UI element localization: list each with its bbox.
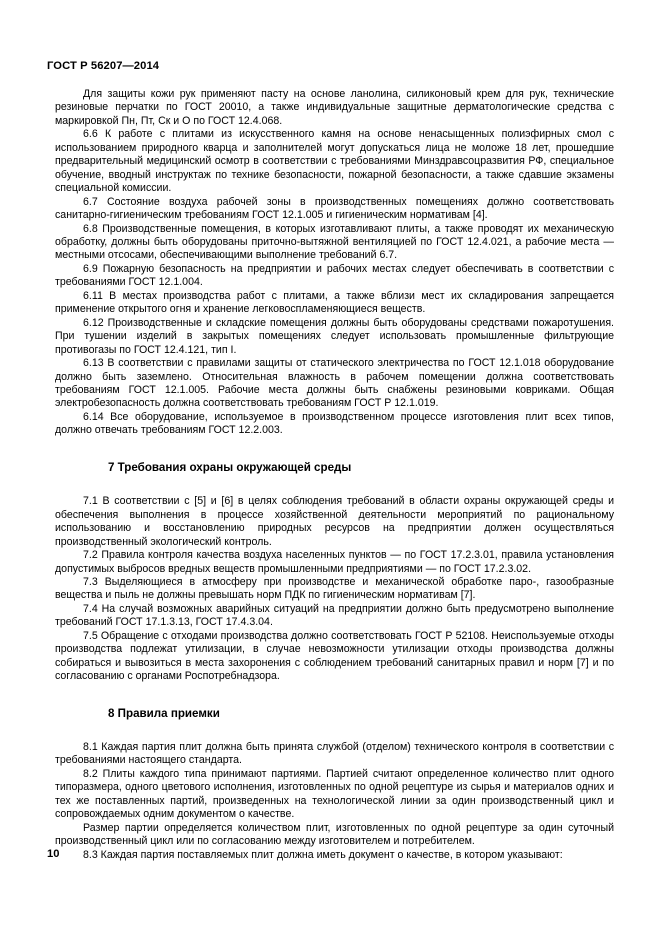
paragraph: 8.3 Каждая партия поставляемых плит должна иметь документ о качестве, в котором указывают: <box>83 848 563 861</box>
paragraph: 6.11 В местах производства работ с плитами, а также вблизи мест их складирования запрещается применение открытого огня и хранение легковоспламеняющиеся веществ. <box>55 289 614 316</box>
paragraph: 6.7 Состояние воздуха рабочей зоны в производственных помещениях должно соответствовать санитарно-гигиеническим требованиям ГОСТ 12.1.005 и гигиеническим нормативам [4]. <box>55 195 614 222</box>
paragraph: 6.9 Пожарную безопасность на предприятии и рабочих местах следует обеспечивать в соответствии с требованиями ГОСТ 12.1.004. <box>55 262 614 289</box>
spacer <box>55 684 614 707</box>
paragraph: 7.5 Обращение с отходами производства должно соответствовать ГОСТ Р 52108. Неиспользуемые отходы производства подлежат утилизации, в случае невозможности утилизации отходы производства должны собираться и вывозиться в места захоронения с соблюдением требований санитарных правил и норм [7] и по согласованию с органами Роспотребнадзора. <box>55 629 614 683</box>
paragraph: Размер партии определяется количеством плит, изготовленных по одной рецептуре за один суточный производственный цикл или по согласованию между изготовителем и потребителем. <box>55 821 614 848</box>
section-heading-7: 7 Требования охраны окружающей среды <box>108 460 352 474</box>
paragraph: 6.6 К работе с плитами из искусственного камня на основе ненасыщенных полиэфирных смол с использованием природного кварца и заполнителей могут допускаться лица не моложе 18 лет, прошедшие предварительный медицинский осмотр в соответствии с требованиями Минздравсоцразвития РФ, специальное обучение, вводный инструктаж по технике безопасности, пожарной безопасности, а также сдавшие экзамены специальной комиссии. <box>55 128 614 195</box>
paragraph: 8.1 Каждая партия плит должна быть принята службой (отделом) технического контроля в соответствии с требованиями настоящего стандарта. <box>55 741 614 767</box>
spacer <box>55 720 614 741</box>
paragraph: 6.14 Все оборудование, используемое в производственном процессе изготовления плит всех типов, должно отвечать требованиям ГОСТ 12.2.003. <box>55 410 614 437</box>
paragraph: 7.3 Выделяющиеся в атмосферу при производстве и механической обработке паро-, газообразные вещества и пыль не должны превышать норм ПДК по гигиеническим нормативам [7]. <box>55 575 614 602</box>
paragraph: 6.12 Производственные и складские помещения должны быть оборудованы средствами пожаротушения. При тушении изделий в закрытых помещениях следует использовать промышленные фильтрующие противогазы по ГОСТ 12.4.121, тип I. <box>55 316 614 356</box>
spacer <box>55 474 614 495</box>
spacer <box>55 438 614 461</box>
section-heading-8: 8 Правила приемки <box>108 706 220 720</box>
paragraph: 7.1 В соответствии с [5] и [6] в целях соблюдения требований в области охраны окружающей среды и обеспечения выполнения в процессе хозяйственной деятельности мероприятий по рациональному использованию и восстановлению природных ресурсов на предприятии должен осуществляться производственный экологический контроль. <box>55 495 614 548</box>
paragraph: 7.4 На случай возможных аварийных ситуаций на предприятии должно быть предусмотрено выполнение требований ГОСТ 17.1.3.13, ГОСТ 17.4.3.04. <box>55 602 614 629</box>
paragraph: 6.13 В соответствии с правилами защиты от статического электричества по ГОСТ 12.1.018 оборудование должно быть заземлено. Относительная влажность в рабочем помещении должна соответствовать требованиям ГОСТ 12.1.005. Рабочие места должны быть снабжены резиновыми ковриками. Общая электробезопасность должна соответствовать требованиям ГОСТ Р 12.1.019. <box>55 357 614 410</box>
page-header-standard-number: ГОСТ Р 56207—2014 <box>47 60 160 72</box>
page-body <box>55 88 614 862</box>
paragraph: Для защиты кожи рук применяют пасту на основе ланолина, силиконовый крем для рук, технические резиновые перчатки по ГОСТ 20010, а также индивидуальные защитные дерматологические средства с маркировкой Пн, Пт, Ск и О по ГОСТ 12.4.068. <box>55 88 614 127</box>
paragraph: 8.2 Плиты каждого типа принимают партиями. Партией считают определенное количество плит одного типоразмера, одного цветового исполнения, изготовленных по одной рецептуре из сырья и материалов одних и тех же поставленных партий, произведенных на технологической линии за один производственный цикл и сопровождаемых одним документом о качестве. <box>55 767 614 821</box>
paragraph: 7.2 Правила контроля качества воздуха населенных пунктов — по ГОСТ 17.2.3.01, правила установления допустимых выбросов вредных веществ промышленными предприятиями — по ГОСТ 17.2.3.02. <box>55 549 614 575</box>
page-number: 10 <box>47 848 60 860</box>
paragraph: 6.8 Производственные помещения, в которых изготавливают плиты, а также проводят их механическую обработку, должны быть оборудованы приточно-вытяжной вентиляцией по ГОСТ 12.4.021, а рабочие места — местными отсосами, обеспечивающими выполнение требований 6.7. <box>55 222 614 262</box>
